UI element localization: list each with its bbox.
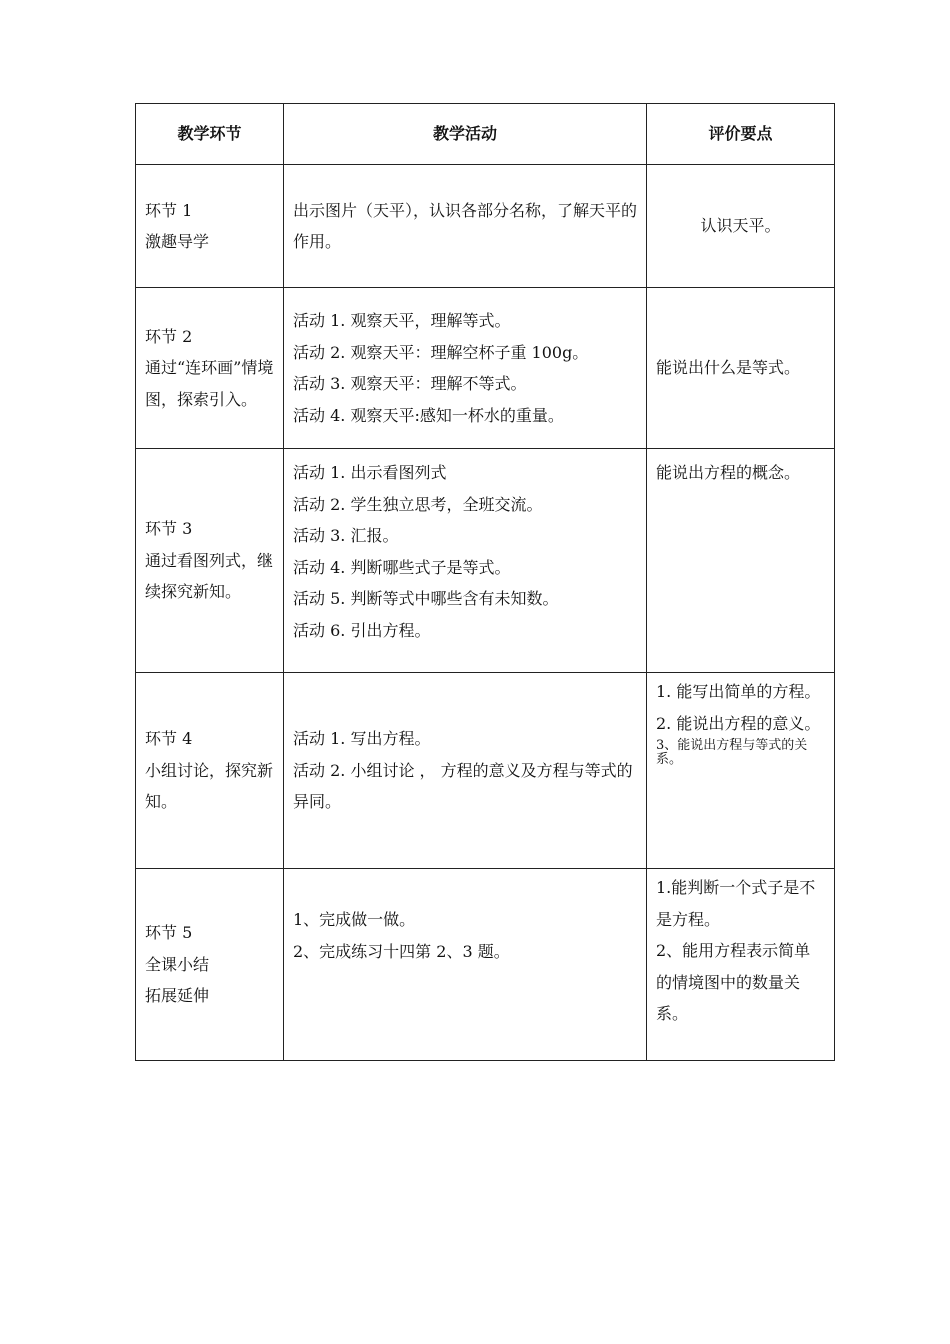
header-evaluation: 评价要点 [647,104,835,165]
table-row [136,673,835,869]
stage-title: 通过“连环画”情境图，探索引入。 [145,358,274,409]
stage-cell [136,165,284,288]
stage-number: 环节 4 [145,729,193,749]
evaluation-item: 1. 能写出简单的方程。 [656,682,821,701]
evaluation-cell [647,869,835,1061]
stage-title: 拓展延伸 [145,986,210,1006]
evaluation-cell [647,165,835,288]
activities-cell [284,165,647,288]
activity-item: 活动 1. 出示看图列式 [293,463,447,482]
evaluation-item: 能说出方程的概念。 [656,463,801,482]
header-activities: 教学活动 [284,104,647,165]
activity-item: 活动 6. 引出方程。 [293,620,431,640]
stage-cell [136,449,284,673]
stage-cell [136,288,284,449]
activities-cell [284,673,647,869]
activity-item: 活动 4. 观察天平:感知一杯水的重量。 [293,405,564,425]
stage-number: 环节 5 [145,923,193,943]
stage-number: 环节 1 [145,200,193,220]
table-row [136,165,835,288]
evaluation-cell [647,673,835,869]
table-row [136,288,835,449]
activity-item: 2、完成练习十四第 2、3 题。 [293,941,510,961]
stage-number: 环节 3 [145,519,193,539]
activity-item: 活动 5. 判断等式中哪些含有未知数。 [293,589,559,608]
evaluation-item: 2. 能说出方程的意义。 [656,713,821,733]
stage-title: 激趣导学 [145,232,210,251]
evaluation-item: 1.能判断一个式子是不是方程。 [656,878,816,929]
activity-item: 活动 3. 汇报。 [293,526,399,545]
stage-cell [136,673,284,869]
stage-title: 全课小结 [145,954,210,974]
activity-item: 活动 2. 小组讨论 ， 方程的意义及方程与等式的异同。 [293,760,633,812]
stage-title: 小组讨论，探究新知。 [145,760,274,812]
table-row [136,449,835,673]
stage-cell [136,869,284,1061]
table-header-row [136,104,835,165]
activity-item: 活动 4. 判断哪些式子是等式。 [293,557,511,577]
evaluation-item: 能说出什么是等式。 [656,358,801,378]
stage-title: 通过看图列式，继续探究新知。 [145,550,274,602]
evaluation-item: 3、能说出方程与等式的关系。 [656,738,808,767]
activity-item: 出示图片（天平），认识各部分名称，了解天平的作用。 [293,200,638,251]
activity-item: 活动 1. 写出方程。 [293,729,431,749]
activity-item: 活动 3. 观察天平：理解不等式。 [293,374,527,393]
activity-item: 活动 2. 学生独立思考，全班交流。 [293,494,543,514]
activities-cell [284,288,647,449]
evaluation-cell [647,288,835,449]
stage-number: 环节 2 [145,326,193,346]
evaluation-cell [647,449,835,673]
activity-item: 1、完成做一做。 [293,910,416,929]
evaluation-item: 认识天平。 [700,216,781,236]
lesson-plan-table [135,103,835,1061]
header-stage: 教学环节 [136,104,284,165]
activity-item: 活动 1. 观察天平，理解等式。 [293,311,511,330]
table-row [136,869,835,1061]
evaluation-item: 2、能用方程表示简单的情境图中的数量关系。 [656,941,811,1023]
activities-cell [284,869,647,1061]
activities-cell [284,449,647,673]
activity-item: 活动 2. 观察天平：理解空杯子重 100g。 [293,342,589,362]
